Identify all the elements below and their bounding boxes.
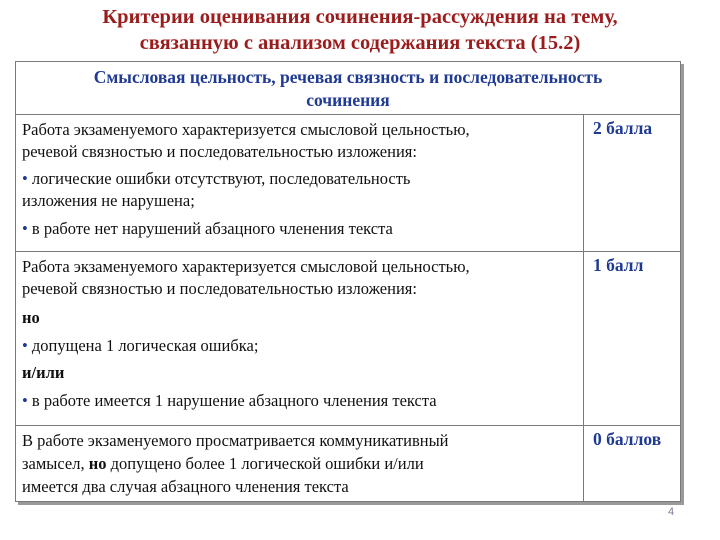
slide-title (0, 4, 720, 56)
table-row (16, 426, 680, 501)
text-line: изложения не нарушена; (22, 191, 195, 210)
text-line: речевой связностью и последовательностью изложения: (22, 142, 417, 161)
text-line: имеется два случая абзацного членения текста (22, 477, 349, 496)
bullet-icon: • (22, 391, 28, 410)
text-line: Работа экзаменуемого характеризуется смысловой цельностью, (22, 120, 470, 139)
bullet-icon: • (22, 336, 28, 355)
table-header (16, 62, 680, 115)
text-line: В работе экзаменуемого просматривается коммуникативный (22, 431, 449, 450)
page-number: 4 (668, 506, 675, 518)
bullet-item: • в работе нет нарушений абзацного членения текста (22, 219, 393, 238)
text-line: речевой связностью и последовательностью изложения: (22, 279, 417, 298)
bullet-item: • допущена 1 логическая ошибка; (22, 336, 259, 355)
table-header-line-2: сочинения (306, 90, 390, 110)
slide-title-line-1: Критерии оценивания сочинения-рассуждения на тему, (102, 6, 618, 28)
points-cell: 0 баллов (593, 429, 662, 449)
points-cell: 1 балл (593, 255, 644, 275)
bullet-item: • логические ошибки отсутствуют, последовательность (22, 169, 411, 188)
text-line: Работа экзаменуемого характеризуется смысловой цельностью, (22, 257, 470, 276)
table-row (16, 115, 680, 252)
bullet-icon: • (22, 219, 28, 238)
conjunction: и/или (22, 363, 65, 382)
slide-title-line-2: связанную с анализом содержания текста (15.2) (139, 32, 581, 54)
criterion-description (16, 252, 584, 425)
text-line: замысел, но допущено более 1 логической ошибки и/или (22, 454, 424, 473)
bullet-item: • в работе имеется 1 нарушение абзацного членения текста (22, 391, 437, 410)
criterion-description (16, 115, 584, 251)
table-row (16, 252, 680, 426)
criteria-table (15, 61, 681, 502)
table-header-line-1: Смысловая цельность, речевая связность и последовательность (93, 67, 603, 87)
points-cell: 2 балла (593, 118, 653, 138)
criterion-description (16, 426, 584, 501)
conjunction: но (88, 454, 107, 473)
conjunction: но (22, 308, 40, 327)
bullet-icon: • (22, 169, 28, 188)
